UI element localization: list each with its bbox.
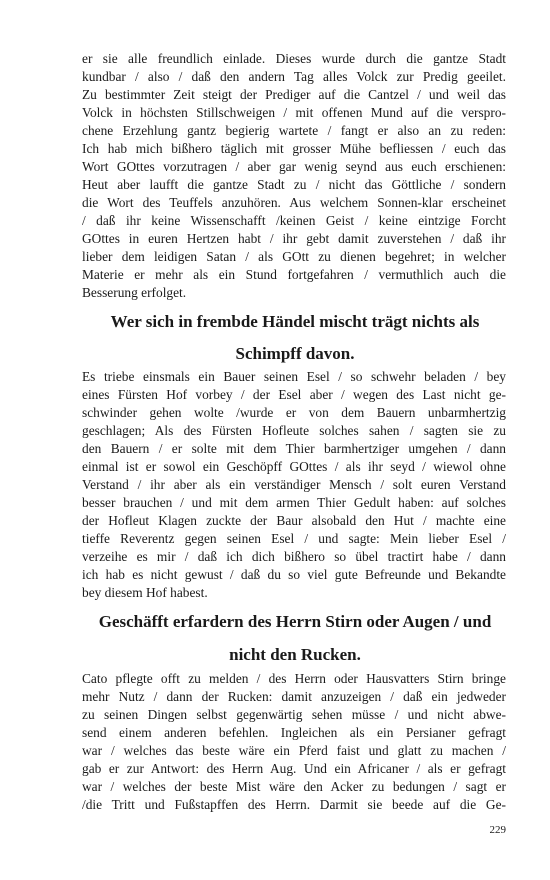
text-line: kundbar / also / daß den andern Tag alles Volck zur Predig geeilet. bbox=[82, 69, 506, 84]
text-line: Materie er mehr als ein Stund fortgefahren / vermuthlich auch die bbox=[82, 267, 506, 282]
text-line: verzeihe es mir / daß ich dich bißhero so übel tractirt habe / dann bbox=[82, 549, 506, 564]
text-line: eines Fürsten Hof vorbey / der Esel aber / wegen des Last nicht ge- bbox=[82, 387, 506, 402]
text-line: / daß ihr keine Wissenschafft /keinen Geist / keine eintzige Forcht bbox=[82, 213, 506, 228]
text-line: chene Erzehlung gantz begierig wartete / fangt er also an zu reden: bbox=[82, 123, 506, 138]
text-line: war / welches der beste Mist wäre den Acker zu bedungen / sagt er bbox=[82, 779, 506, 794]
text-line: ich hab es nicht gewust / daß du so viel gute Befreunde und Bekandte bbox=[82, 567, 506, 582]
section-heading: Wer sich in frembde Händel mischt trägt nichts als bbox=[110, 312, 480, 331]
section-heading: nicht den Rucken. bbox=[229, 645, 361, 664]
page-number: 229 bbox=[489, 824, 506, 836]
text-line: Verstand / ihr aber als ein verständiger Mensch / solt euren Verstand bbox=[82, 477, 506, 492]
text-line: den Bauern / er solte mit dem Thier barmhertziger umgehen / dann bbox=[82, 441, 506, 456]
text-line: Volck in höchsten Stillschweigen / mit offenen Mund auf die verspro- bbox=[82, 105, 506, 120]
text-line: Es triebe einsmals ein Bauer seinen Esel / so schwehr beladen / bey bbox=[82, 369, 506, 384]
text-line: besser brauchen / und mit dem armen Thier Gedult haben: auf solches bbox=[82, 495, 506, 510]
text-line: gab er zur Antwort: des Herrn Aug. Und ein Africaner / als er gefragt bbox=[82, 761, 506, 776]
text-line: Besserung erfolget. bbox=[82, 285, 187, 300]
text-line: lieber dem leidigen Satan / als GOtt zu dienen begehret; in welcher bbox=[82, 249, 506, 264]
text-line: /die Tritt und Fußstapffen des Herrn. Darmit sie beede auf die Ge- bbox=[82, 797, 506, 812]
text-line: tieffe Reverentz gegen seinen Esel / und sagte: Mein lieber Esel / bbox=[82, 531, 506, 546]
text-line: Wort GOttes vorzutragen / aber gar wenig seynd aus euch erschienen: bbox=[82, 159, 506, 174]
text-line: GOttes in euren Hertzen habt / ihr gebt damit zuverstehen / daß ihr bbox=[82, 231, 506, 246]
text-line: zu seinen Dingen selbst gegenwärtig sehen müsse / und nicht abwe- bbox=[82, 707, 506, 722]
text-line: Heut aber laufft die gantze Stadt zu / nicht das Göttliche / sondern bbox=[82, 177, 506, 192]
text-line: schwinder gehen wolte /wurde er von dem Bauern unbarmhertzig bbox=[82, 405, 506, 420]
text-line: die Wort des Teuffels anzuhören. Aus welchem Sonnen-klar erscheinet bbox=[82, 195, 506, 210]
text-line: Cato pflegte offt zu melden / des Herrn oder Hausvatters Stirn bringe bbox=[82, 671, 506, 686]
section-heading: Geschäfft erfardern des Herrn Stirn oder Augen / und bbox=[98, 612, 492, 631]
text-line: Zu bestimmter Zeit steigt der Prediger auf die Cantzel / und weil das bbox=[82, 87, 506, 102]
text-line: bey diesem Hof habest. bbox=[82, 585, 208, 600]
text-line: Ich hab mich bißhero täglich mit grosser Mühe befliessen / euch das bbox=[82, 141, 506, 156]
text-line: send einem anderen befehlen. Ingleichen als ein Persianer gefragt bbox=[82, 725, 506, 740]
text-line: geschlagen; Als des Fürsten Hofleute solches sahen / sagten sie zu bbox=[82, 423, 506, 438]
text-line: er sie alle freundlich einlade. Dieses wurde durch die gantze Stadt bbox=[82, 51, 506, 66]
text-line: der Hofleut Klagen zuckte der Baur alsobald den Hut / machte eine bbox=[82, 513, 506, 528]
section-heading: Schimpff davon. bbox=[235, 344, 355, 363]
text-line: einmal ist er sowol ein Geschöpff GOttes / als ihr seyd / wiewol ohne bbox=[82, 459, 506, 474]
text-line: war / welches das beste wäre ein Pferd faist und glatt zu machen / bbox=[82, 743, 506, 758]
text-line: mehr Nutz / dann der Rucken: damit anzuzeigen / daß ein jedweder bbox=[82, 689, 506, 704]
